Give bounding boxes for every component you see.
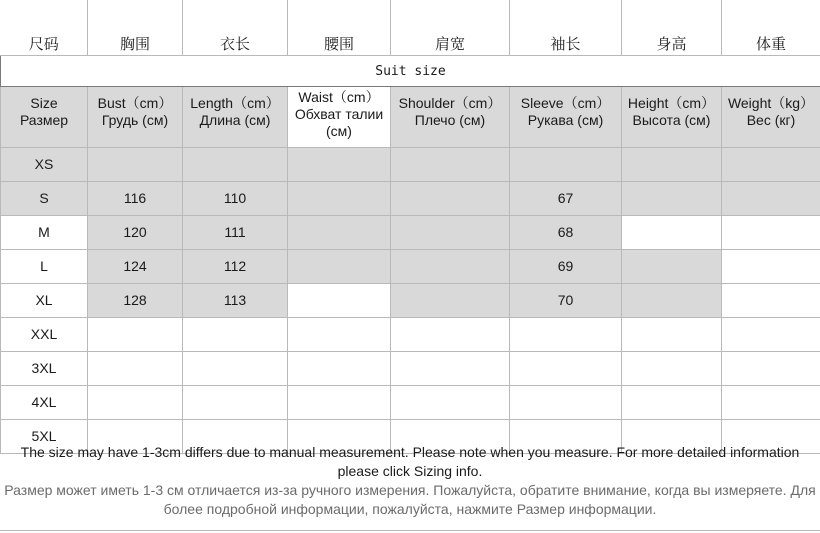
size-cell: 3XL bbox=[1, 352, 88, 386]
bust-cell: 120 bbox=[88, 216, 183, 250]
weight-cell bbox=[722, 250, 820, 284]
height-cell bbox=[622, 352, 722, 386]
column-header-row bbox=[1, 87, 820, 148]
cn-header-sleeve: 袖长 bbox=[510, 0, 622, 56]
height-cell bbox=[622, 284, 722, 318]
height-cell bbox=[622, 182, 722, 216]
weight-cell bbox=[722, 148, 820, 182]
waist-cell bbox=[288, 352, 391, 386]
weight-cell bbox=[722, 284, 820, 318]
weight-cell bbox=[722, 386, 820, 420]
header-length-en: Length（cm） bbox=[190, 95, 280, 111]
weight-cell bbox=[722, 352, 820, 386]
sleeve-cell: 67 bbox=[510, 182, 622, 216]
bust-cell: 124 bbox=[88, 250, 183, 284]
sleeve-cell: 70 bbox=[510, 284, 622, 318]
header-sleeve-ru: Рукава (см) bbox=[527, 112, 604, 128]
shoulder-cell bbox=[391, 250, 510, 284]
table-row bbox=[1, 148, 820, 182]
size-cell: S bbox=[1, 182, 88, 216]
length-cell bbox=[183, 352, 288, 386]
sleeve-cell bbox=[510, 318, 622, 352]
size-cell: 5XL bbox=[1, 420, 88, 454]
length-cell: 110 bbox=[183, 182, 288, 216]
height-cell bbox=[622, 386, 722, 420]
header-shoulder-en: Shoulder（cm） bbox=[398, 95, 502, 111]
header-bust-en: Bust（cm） bbox=[97, 95, 173, 111]
header-height bbox=[622, 87, 722, 148]
header-size-ru: Размер bbox=[19, 112, 69, 128]
waist-cell bbox=[288, 284, 391, 318]
size-cell: L bbox=[1, 250, 88, 284]
cn-header-length: 衣长 bbox=[183, 0, 288, 56]
bust-cell: 128 bbox=[88, 284, 183, 318]
bust-cell bbox=[88, 148, 183, 182]
size-cell: 4XL bbox=[1, 386, 88, 420]
sleeve-cell bbox=[510, 352, 622, 386]
header-sleeve-en: Sleeve（cm） bbox=[520, 95, 611, 111]
table-row bbox=[1, 250, 820, 284]
header-sleeve bbox=[510, 87, 622, 148]
table-row bbox=[1, 352, 820, 386]
header-waist bbox=[288, 87, 391, 148]
weight-cell bbox=[722, 182, 820, 216]
height-cell bbox=[622, 216, 722, 250]
waist-cell bbox=[288, 216, 391, 250]
bust-cell bbox=[88, 318, 183, 352]
size-cell: M bbox=[1, 216, 88, 250]
header-weight-en: Weight（kg） bbox=[727, 95, 815, 111]
header-weight-ru: Вес (кг) bbox=[746, 112, 796, 128]
sleeve-cell: 68 bbox=[510, 216, 622, 250]
weight-cell bbox=[722, 216, 820, 250]
shoulder-cell bbox=[391, 318, 510, 352]
length-cell bbox=[183, 386, 288, 420]
header-bust-ru: Грудь (см) bbox=[101, 112, 169, 128]
chinese-header-row bbox=[1, 0, 820, 56]
cn-header-waist: 腰围 bbox=[288, 0, 391, 56]
header-size bbox=[1, 87, 88, 148]
size-cell: XXL bbox=[1, 318, 88, 352]
header-weight bbox=[722, 87, 820, 148]
note-russian: Размер может иметь 1-3 см отличается из-за ручного измерения. Пожалуйста, обратите внимание, когда вы измеряете. Для более подробной информации, пожалуйста, нажмите Размер информации. bbox=[4, 482, 816, 517]
shoulder-cell bbox=[391, 216, 510, 250]
waist-cell bbox=[288, 318, 391, 352]
bust-cell bbox=[88, 352, 183, 386]
shoulder-cell bbox=[391, 352, 510, 386]
bust-cell: 116 bbox=[88, 182, 183, 216]
height-cell bbox=[622, 148, 722, 182]
header-waist-ru: Обхват талии (см) bbox=[294, 106, 384, 139]
table-title: Suit size bbox=[1, 56, 820, 87]
height-cell bbox=[622, 318, 722, 352]
length-cell: 112 bbox=[183, 250, 288, 284]
table-row bbox=[1, 386, 820, 420]
table-row bbox=[1, 284, 820, 318]
note-english: The size may have 1-3cm differs due to manual measurement. Please note when you measure. For more detailed information please click Sizing info. bbox=[20, 444, 800, 479]
header-length bbox=[183, 87, 288, 148]
length-cell bbox=[183, 318, 288, 352]
table-row bbox=[1, 216, 820, 250]
waist-cell bbox=[288, 148, 391, 182]
table-row bbox=[1, 318, 820, 352]
sleeve-cell bbox=[510, 148, 622, 182]
shoulder-cell bbox=[391, 284, 510, 318]
cn-header-shoulder: 肩宽 bbox=[391, 0, 510, 56]
waist-cell bbox=[288, 182, 391, 216]
cn-header-height: 身高 bbox=[622, 0, 722, 56]
cn-header-bust: 胸围 bbox=[88, 0, 183, 56]
header-height-en: Height（cm） bbox=[627, 95, 716, 111]
header-shoulder-ru: Плечо (см) bbox=[414, 112, 486, 128]
header-shoulder bbox=[391, 87, 510, 148]
shoulder-cell bbox=[391, 386, 510, 420]
header-size-en: Size bbox=[30, 95, 58, 111]
header-length-ru: Длина (см) bbox=[199, 112, 271, 128]
bust-cell bbox=[88, 386, 183, 420]
header-bust bbox=[88, 87, 183, 148]
sleeve-cell: 69 bbox=[510, 250, 622, 284]
weight-cell bbox=[722, 318, 820, 352]
cn-header-weight: 体重 bbox=[722, 0, 820, 56]
waist-cell bbox=[288, 250, 391, 284]
sleeve-cell bbox=[510, 386, 622, 420]
length-cell: 113 bbox=[183, 284, 288, 318]
length-cell bbox=[183, 148, 288, 182]
header-waist-en: Waist（cm） bbox=[298, 89, 380, 105]
header-height-ru: Высота (см) bbox=[632, 112, 711, 128]
height-cell bbox=[622, 250, 722, 284]
size-cell: XL bbox=[1, 284, 88, 318]
shoulder-cell bbox=[391, 182, 510, 216]
size-cell: XS bbox=[1, 148, 88, 182]
table-row bbox=[1, 182, 820, 216]
waist-cell bbox=[288, 386, 391, 420]
shoulder-cell bbox=[391, 148, 510, 182]
length-cell: 111 bbox=[183, 216, 288, 250]
cn-header-size: 尺码 bbox=[1, 0, 88, 56]
title-row bbox=[1, 56, 820, 87]
measurement-note bbox=[0, 443, 820, 519]
bottom-border bbox=[0, 530, 820, 531]
